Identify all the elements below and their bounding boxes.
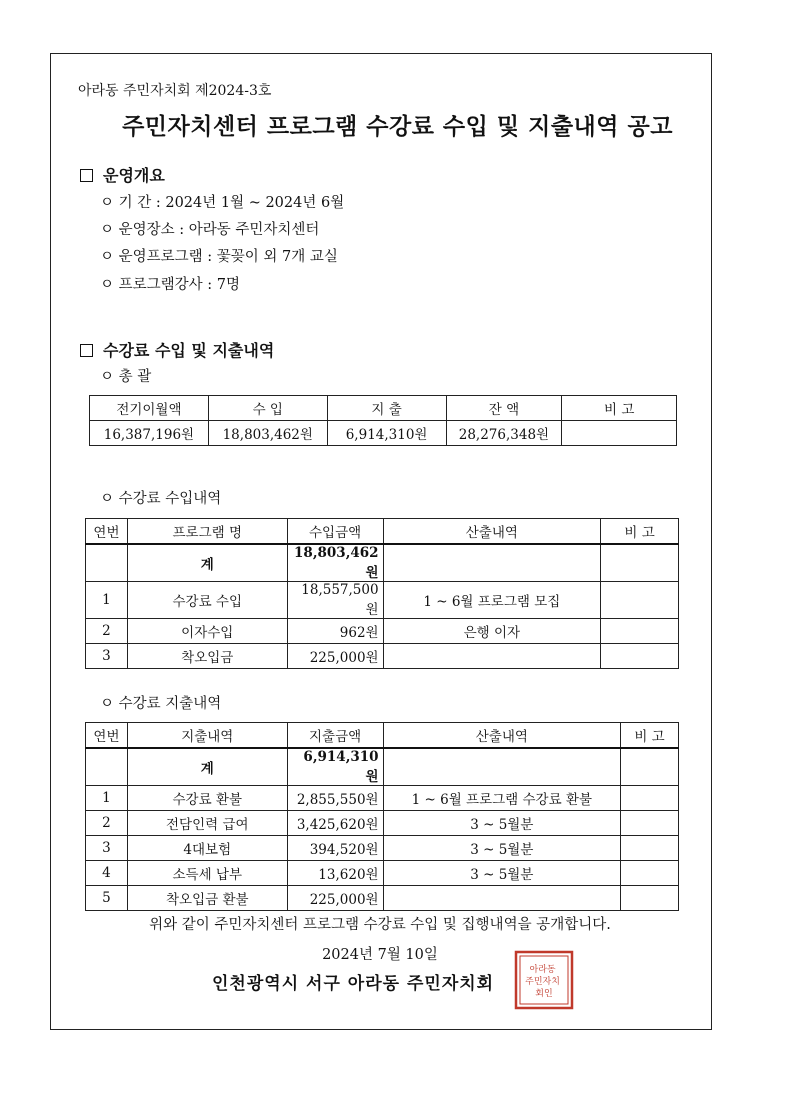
expense-header-amount: 지출금액	[287, 723, 383, 749]
summary-header-note: 비 고	[562, 396, 677, 421]
summary-table	[89, 395, 677, 446]
summary-expense: 6,914,310원	[327, 421, 446, 446]
row-note	[621, 811, 679, 836]
income-total-row	[86, 544, 679, 582]
row-detail: 1 ~ 6월 프로그램 수강료 환불	[383, 786, 620, 811]
income-header-no: 연번	[86, 519, 128, 545]
row-no: 1	[86, 582, 128, 619]
row-amount: 3,425,620원	[287, 811, 383, 836]
table-row	[86, 836, 679, 861]
row-note	[621, 861, 679, 886]
row-no: 2	[86, 811, 128, 836]
income-total-amount: 18,803,462원	[287, 544, 383, 582]
income-table	[85, 518, 679, 669]
checkbox-square-icon	[80, 344, 93, 357]
row-amount: 962원	[287, 619, 383, 644]
income-header-detail: 산출내역	[383, 519, 601, 545]
overview-item-period: ㅇ 기 간 : 2024년 1월 ~ 2024년 6월	[100, 195, 345, 211]
income-total-label: 계	[127, 544, 287, 582]
row-no: 3	[86, 644, 128, 669]
row-detail: 은행 이자	[383, 619, 601, 644]
table-row	[86, 811, 679, 836]
expense-total-amount: 6,914,310원	[287, 748, 383, 786]
row-no: 5	[86, 886, 128, 911]
row-note	[621, 786, 679, 811]
page-title: 주민자치센터 프로그램 수강료 수입 및 지출내역 공고	[122, 114, 673, 140]
official-seal-icon	[514, 950, 574, 1010]
row-name: 수강료 수입	[127, 582, 287, 619]
income-total-detail	[383, 544, 601, 582]
issuer-name: 인천광역시 서구 아라동 주민자치회	[212, 974, 495, 994]
row-amount: 18,557,500원	[287, 582, 383, 619]
row-no: 4	[86, 861, 128, 886]
table-row	[86, 886, 679, 911]
expense-table	[85, 722, 679, 911]
overview-item-programs: ㅇ 운영프로그램 : 꽃꽂이 외 7개 교실	[100, 249, 338, 265]
summary-header-expense: 지 출	[327, 396, 446, 421]
income-header-amount: 수입금액	[287, 519, 383, 545]
expense-total-detail	[383, 748, 620, 786]
row-amount: 13,620원	[287, 861, 383, 886]
income-label: ㅇ 수강료 수입내역	[100, 491, 222, 507]
section-finance-heading: 수강료 수입 및 지출내역	[103, 341, 275, 360]
row-amount: 2,855,550원	[287, 786, 383, 811]
table-row	[86, 861, 679, 886]
expense-header-name: 지출내역	[127, 723, 287, 749]
row-amount: 225,000원	[287, 644, 383, 669]
income-header-note: 비 고	[601, 519, 679, 545]
income-total-note	[601, 544, 679, 582]
section-overview-heading: 운영개요	[103, 166, 165, 185]
doc-number: 아라동 주민자치회 제2024-3호	[78, 83, 272, 99]
summary-balance: 28,276,348원	[446, 421, 562, 446]
summary-carryover: 16,387,196원	[90, 421, 209, 446]
table-row	[86, 619, 679, 644]
expense-header-detail: 산출내역	[383, 723, 620, 749]
issue-date: 2024년 7월 10일	[322, 947, 438, 963]
expense-total-note	[621, 748, 679, 786]
summary-income: 18,803,462원	[208, 421, 327, 446]
row-name: 전담인력 급여	[127, 811, 287, 836]
overview-item-instructors: ㅇ 프로그램강사 : 7명	[100, 277, 240, 293]
row-note	[601, 582, 679, 619]
row-detail: 1 ~ 6월 프로그램 모집	[383, 582, 601, 619]
row-name: 수강료 환불	[127, 786, 287, 811]
expense-label: ㅇ 수강료 지출내역	[100, 696, 222, 712]
row-no: 1	[86, 786, 128, 811]
expense-total-row	[86, 748, 679, 786]
income-header-name: 프로그램 명	[127, 519, 287, 545]
row-note	[601, 619, 679, 644]
section-overview	[80, 163, 165, 186]
row-note	[621, 836, 679, 861]
summary-label: ㅇ 총 괄	[100, 369, 152, 385]
row-name: 착오입금 환불	[127, 886, 287, 911]
table-row	[86, 644, 679, 669]
seal-text-line3: 회인	[535, 989, 553, 999]
expense-header-no: 연번	[86, 723, 128, 749]
expense-total-no	[86, 748, 128, 786]
row-detail	[383, 644, 601, 669]
seal-text	[525, 963, 563, 999]
row-no: 2	[86, 619, 128, 644]
row-no: 3	[86, 836, 128, 861]
disclosure-statement: 위와 같이 주민자치센터 프로그램 수강료 수입 및 집행내역을 공개합니다.	[149, 917, 611, 933]
row-note	[601, 644, 679, 669]
summary-note	[562, 421, 677, 446]
summary-header-carryover: 전기이월액	[90, 396, 209, 421]
expense-total-label: 계	[127, 748, 287, 786]
row-detail: 3 ~ 5월분	[383, 861, 620, 886]
row-name: 착오입금	[127, 644, 287, 669]
seal-text-line2: 주민자치	[525, 977, 560, 987]
row-name: 이자수입	[127, 619, 287, 644]
row-note	[621, 886, 679, 911]
table-row	[86, 786, 679, 811]
checkbox-square-icon	[80, 169, 93, 182]
table-row	[86, 582, 679, 619]
overview-item-place: ㅇ 운영장소 : 아라동 주민자치센터	[100, 222, 320, 238]
summary-header-income: 수 입	[208, 396, 327, 421]
row-detail	[383, 886, 620, 911]
income-total-no	[86, 544, 128, 582]
row-amount: 225,000원	[287, 886, 383, 911]
row-detail: 3 ~ 5월분	[383, 811, 620, 836]
summary-header-balance: 잔 액	[446, 396, 562, 421]
seal-text-line1: 아라동	[529, 965, 556, 975]
expense-header-note: 비 고	[621, 723, 679, 749]
row-amount: 394,520원	[287, 836, 383, 861]
row-name: 4대보험	[127, 836, 287, 861]
row-name: 소득세 납부	[127, 861, 287, 886]
section-finance	[80, 338, 274, 361]
row-detail: 3 ~ 5월분	[383, 836, 620, 861]
